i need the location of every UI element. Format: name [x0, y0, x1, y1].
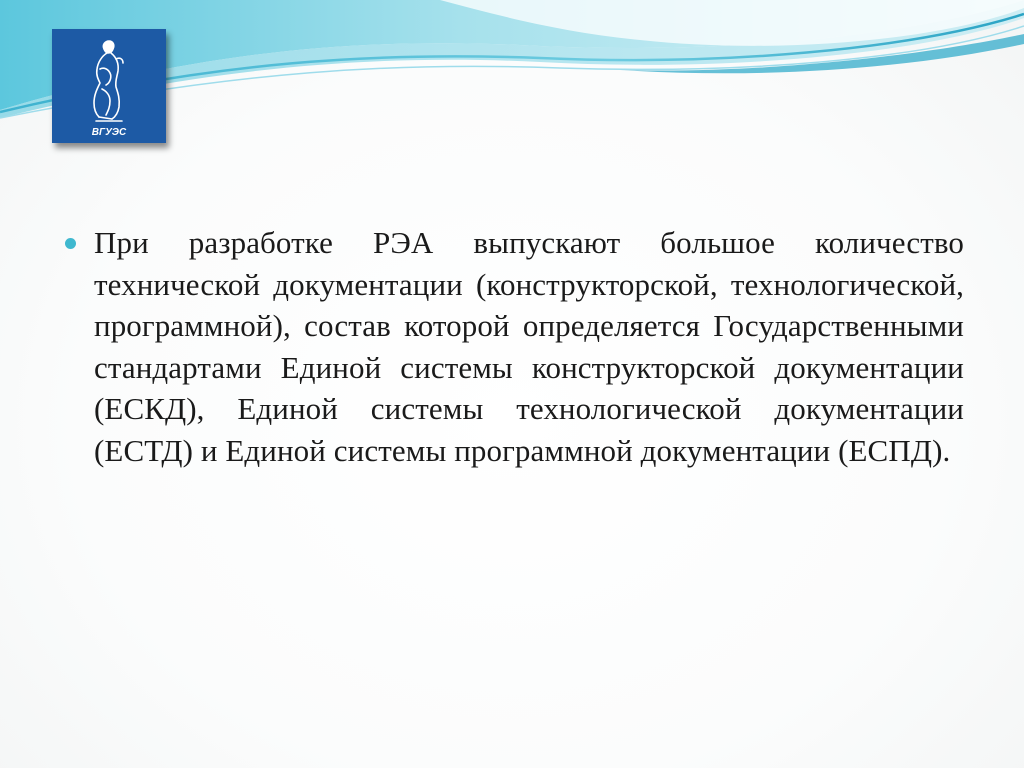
bullet-dot-icon [65, 238, 76, 249]
bullet-text: При разработке РЭА выпускают большое количество технической документации (конструкторской, технологической, программной), состав которой определяется Государственными стандартами Единой системы конструкторской документации (ЕСКД), Единой системы технологической документации (ЕСТД) и Единой системы программной документации (ЕСПД). [94, 225, 964, 468]
statue-emblem-icon [52, 29, 166, 143]
university-logo [52, 29, 166, 143]
bullet-item [62, 222, 964, 471]
logo-caption: ВГУЭС [91, 127, 127, 138]
slide-content [62, 222, 964, 471]
